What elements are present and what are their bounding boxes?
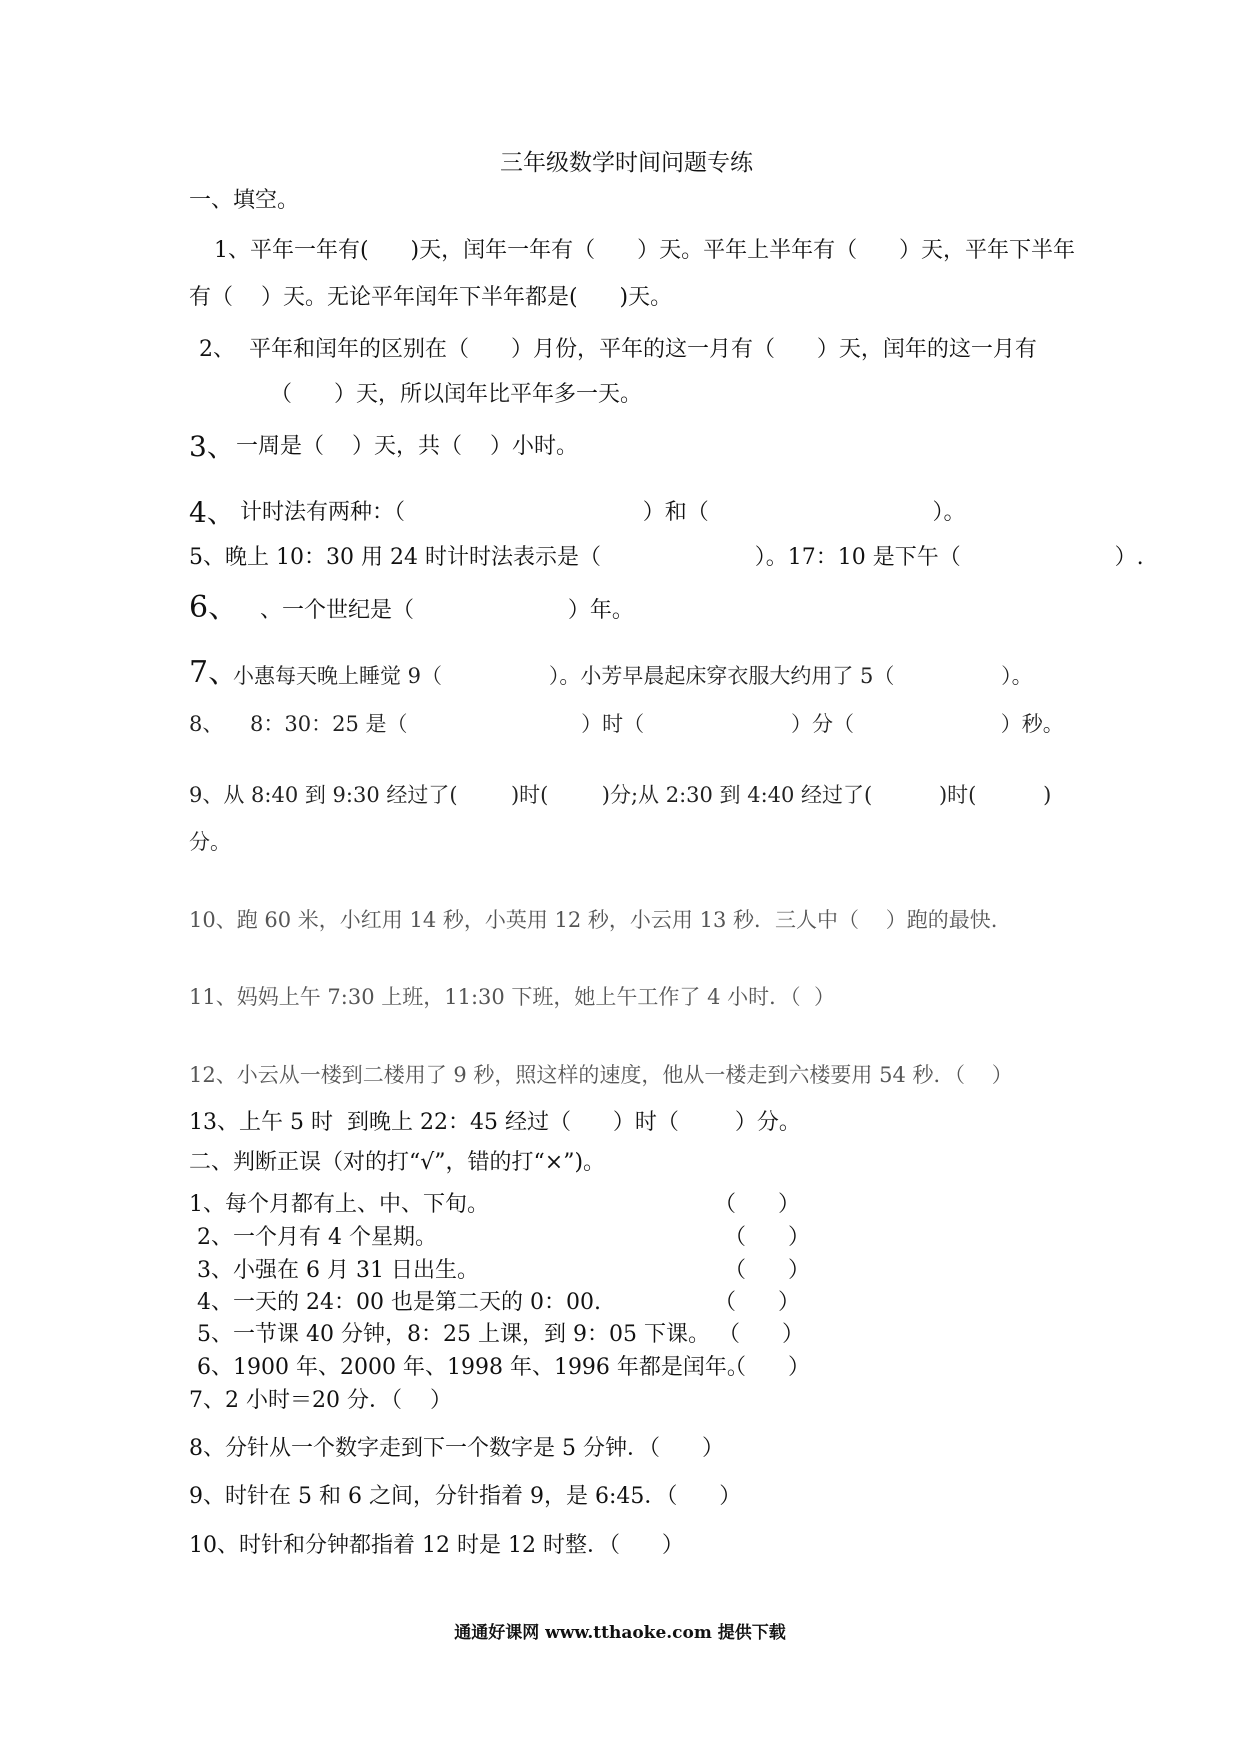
section-heading-fill-blank: 一、填空。 bbox=[189, 188, 300, 213]
judge-7: 7、2 小时＝20 分．（ ） bbox=[189, 1388, 452, 1413]
question-3-number: 3、 bbox=[189, 430, 235, 463]
question-11: 11、妈妈上午 7:30 上班，11:30 下班，她上午工作了 4 小时．（ ） bbox=[189, 985, 835, 1009]
question-10: 10、跑 60 米，小红用 14 秒，小英用 12 秒，小云用 13 秒．三人中（ ）跑的最快. bbox=[189, 908, 998, 932]
page-title: 三年级数学时间问题专练 bbox=[500, 150, 753, 176]
judge-4-answer-parens: （ ） bbox=[714, 1290, 800, 1315]
judge-6: 6、1900 年、2000 年、1998 年、1996 年都是闰年。 bbox=[197, 1355, 749, 1380]
question-12: 12、小云从一楼到二楼用了 9 秒，照这样的速度，他从一楼走到六楼要用 54 秒．（ ） bbox=[189, 1063, 1013, 1087]
judge-3-answer-parens: （ ） bbox=[724, 1258, 810, 1283]
question-9-line-1: 9、从 8:40 到 9:30 经过了( )时( )分;从 2:30 到 4:40 经过了( )时( ) bbox=[189, 783, 1052, 807]
judge-5-answer-parens: （ ） bbox=[718, 1322, 804, 1347]
question-1-line-2: 有（ ）天。无论平年闰年下半年都是( )天。 bbox=[189, 285, 673, 310]
judge-3: 3、小强在 6 月 31 日出生。 bbox=[197, 1258, 479, 1283]
question-9-line-2: 分。 bbox=[189, 830, 231, 854]
judge-2-answer-parens: （ ） bbox=[724, 1225, 810, 1250]
judge-6-answer-parens: （ ） bbox=[724, 1355, 810, 1380]
question-7-number: 7、 bbox=[189, 655, 239, 690]
question-6-number: 6、 bbox=[189, 590, 239, 625]
question-6: 、一个世纪是（ ）年。 bbox=[260, 598, 634, 623]
judge-8: 8、分针从一个数字走到下一个数字是 5 分钟．（ ） bbox=[189, 1436, 724, 1461]
judge-9: 9、时针在 5 和 6 之间，分针指着 9，是 6:45．（ ） bbox=[189, 1484, 742, 1509]
question-4: 计时法有两种：（ ）和（ ）。 bbox=[240, 500, 966, 525]
judge-2: 2、一个月有 4 个星期。 bbox=[197, 1225, 437, 1250]
question-13: 13、上午 5 时 到晚上 22：45 经过（ ）时（ ）分。 bbox=[189, 1110, 801, 1135]
question-5: 5、晚上 10：30 用 24 时计时法表示是（ ）。17：10 是下午（ ）. bbox=[189, 545, 1144, 570]
question-8: 8、 8：30：25 是（ ）时（ ）分（ ）秒。 bbox=[189, 712, 1064, 736]
question-7: 小惠每天晚上睡觉 9（ ）。小芳早晨起床穿衣服大约用了 5（ ）。 bbox=[233, 664, 1033, 688]
footer-source: 通通好课网 www.tthaoke.com 提供下载 bbox=[454, 1623, 786, 1643]
section-heading-true-false: 二、判断正误（对的打“√”，错的打“×”)。 bbox=[189, 1150, 606, 1175]
judge-1-answer-parens: （ ） bbox=[714, 1192, 800, 1217]
question-4-number: 4、 bbox=[189, 496, 235, 529]
question-3: 一周是（ ）天，共（ ）小时。 bbox=[236, 434, 578, 459]
judge-10: 10、时针和分钟都指着 12 时是 12 时整．（ ） bbox=[189, 1533, 684, 1558]
judge-5: 5、一节课 40 分钟，8：25 上课，到 9：05 下课。 bbox=[197, 1322, 710, 1347]
judge-1: 1、每个月都有上、中、下旬。 bbox=[189, 1192, 489, 1217]
question-2-line-2: （ ）天，所以闰年比平年多一天。 bbox=[270, 382, 642, 407]
question-2-line-1: 2、 平年和闰年的区别在（ ）月份，平年的这一月有（ ）天，闰年的这一月有 bbox=[199, 337, 1037, 362]
judge-4: 4、一天的 24：00 也是第二天的 0：00. bbox=[197, 1290, 601, 1315]
question-1-line-1: 1、平年一年有( )天，闰年一年有（ ）天。平年上半年有（ ）天，平年下半年 bbox=[214, 238, 1076, 263]
